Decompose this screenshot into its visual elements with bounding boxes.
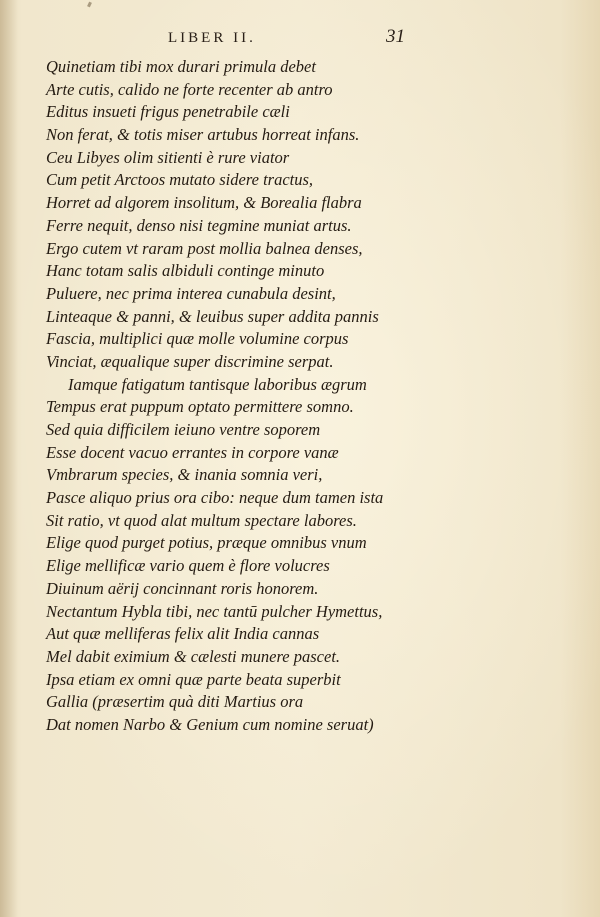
verse-line: Esse docent vacuo errantes in corpore vanæ [46,442,339,462]
verse-line: Aut quæ melliferas felix alit India cannas [46,624,320,644]
verse-line: Elige mellificæ vario quem è flore volucres [46,556,330,576]
verse-line: Tempus erat puppum optato permittere somno. [46,397,354,417]
verse-line: Gallia (præsertim quà diti Martius ora [46,692,304,712]
verse-line: Cum petit Arctoos mutato sidere tractus, [46,170,314,190]
verse-line: Editus insueti frigus penetrabile cæli [46,102,290,122]
verse-line: Nectantum Hybla tibi, nec tantū pulcher Hymettus, [46,601,383,621]
verse-line: Horret ad algorem insolitum, & Borealia flabra [46,193,362,213]
verse-line: Dat nomen Narbo & Genium cum nomine seruat) [46,714,374,734]
verse-line: Puluere, nec prima interea cunabula desint, [46,283,336,303]
verse-line: Ferre nequit, denso nisi tegmine muniat artus. [46,215,352,235]
verse-line: Fascia, multiplici quæ molle volumine corpus [46,329,349,349]
verse-line: Non ferat, & totis miser artubus horreat infans. [46,125,360,145]
verse-line: Linteaque & panni, & leuibus super addita pannis [46,306,379,326]
verse-line: Sed quia difficilem ieiuno ventre soporem [46,420,321,439]
verse-line: Elige quod purget potius, præque omnibus vnum [46,533,367,553]
verse-line: Mel dabit eximium & cælesti munere pascet. [46,646,341,666]
verse-line: Ipsa etiam ex omni quæ parte beata superbit [46,669,341,689]
gutter-shadow [0,0,18,917]
verse-line: Ceu Libyes olim sitienti è rure viator [46,147,290,167]
verse-text [46,56,446,737]
verse-line: Arte cutis, calido ne forte recenter ab antro [46,79,333,99]
verse-line: Vinciat, æqualique super discrimine serpat. [46,351,334,371]
verse-line: Quinetiam tibi mox durari primula debet [46,57,316,76]
verse-line: Ergo cutem vt raram post mollia balnea denses, [46,238,363,258]
running-head-title: LIBER II. [168,30,256,46]
page-number: 31 [386,26,405,47]
verse-line: Hanc totam salis albiduli continge minuto [46,261,325,281]
verse-line: Pasce aliquo prius ora cibo: neque dum tamen ista [46,488,384,508]
verse-line: Diuinum aërij concinnant roris honorem. [46,578,319,598]
verse-line: Iamque fatigatum tantisque laboribus ægrum [68,374,367,394]
verse-line: Sit ratio, vt quod alat multum spectare labores. [46,510,357,530]
ink-speck [87,2,92,8]
running-head [0,26,600,54]
verse-line: Vmbrarum species, & inania somnia veri, [46,465,323,485]
